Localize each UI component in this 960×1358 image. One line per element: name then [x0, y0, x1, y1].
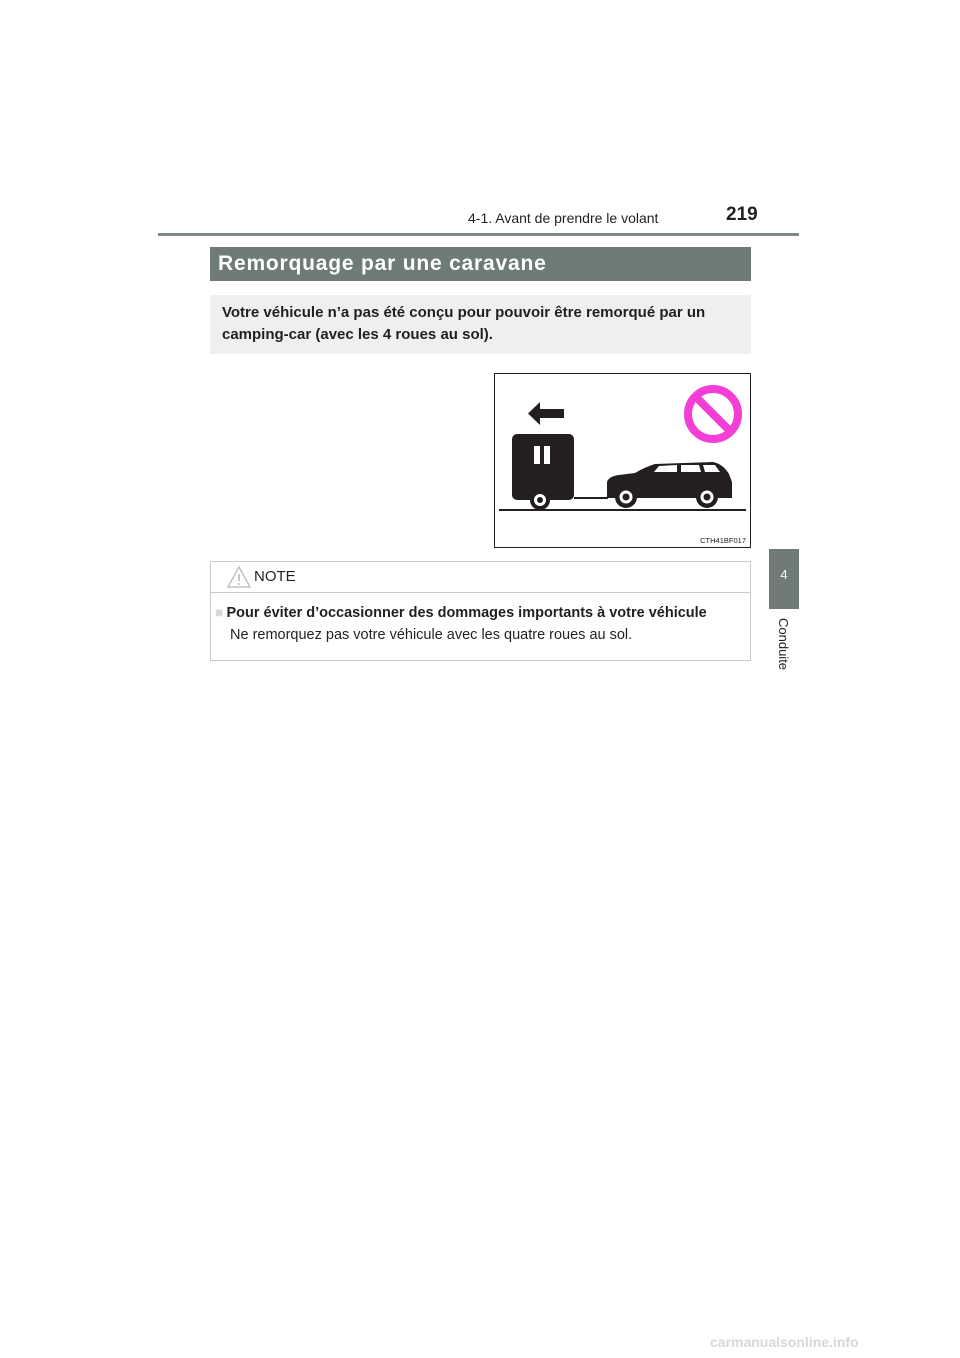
- header-rule: [158, 233, 799, 236]
- figure-code: CTH41BF017: [700, 536, 746, 545]
- section-title: Remorquage par une caravane: [210, 247, 751, 281]
- note-box: [210, 561, 751, 661]
- header-section-label: 4-1. Avant de prendre le volant: [468, 210, 659, 226]
- warning-icon: [227, 566, 251, 588]
- note-item-title-text: Pour éviter d’occasionner des dommages importants à votre véhicule: [226, 605, 707, 621]
- watermark[interactable]: carmanualsonline.info: [710, 1334, 859, 1350]
- note-label: NOTE: [254, 568, 296, 585]
- summary-box: Votre véhicule n’a pas été conçu pour pouvoir être remorqué par un camping-car (avec les 4 roues au sol).: [210, 295, 751, 354]
- note-item-title: [215, 604, 707, 621]
- suv-icon: [607, 462, 732, 508]
- note-header: [211, 562, 750, 593]
- caravan-icon: [512, 434, 608, 510]
- chapter-tab[interactable]: 4: [769, 549, 799, 609]
- chapter-label: Conduite: [776, 618, 791, 671]
- page-number: 219: [726, 204, 758, 225]
- prohibition-icon: [688, 389, 738, 439]
- arrow-left-icon: [528, 402, 564, 425]
- note-item-body: Ne remorquez pas votre véhicule avec les quatre roues au sol.: [230, 627, 633, 643]
- towing-illustration: [494, 373, 751, 548]
- bullet-square-icon: ■: [215, 604, 224, 620]
